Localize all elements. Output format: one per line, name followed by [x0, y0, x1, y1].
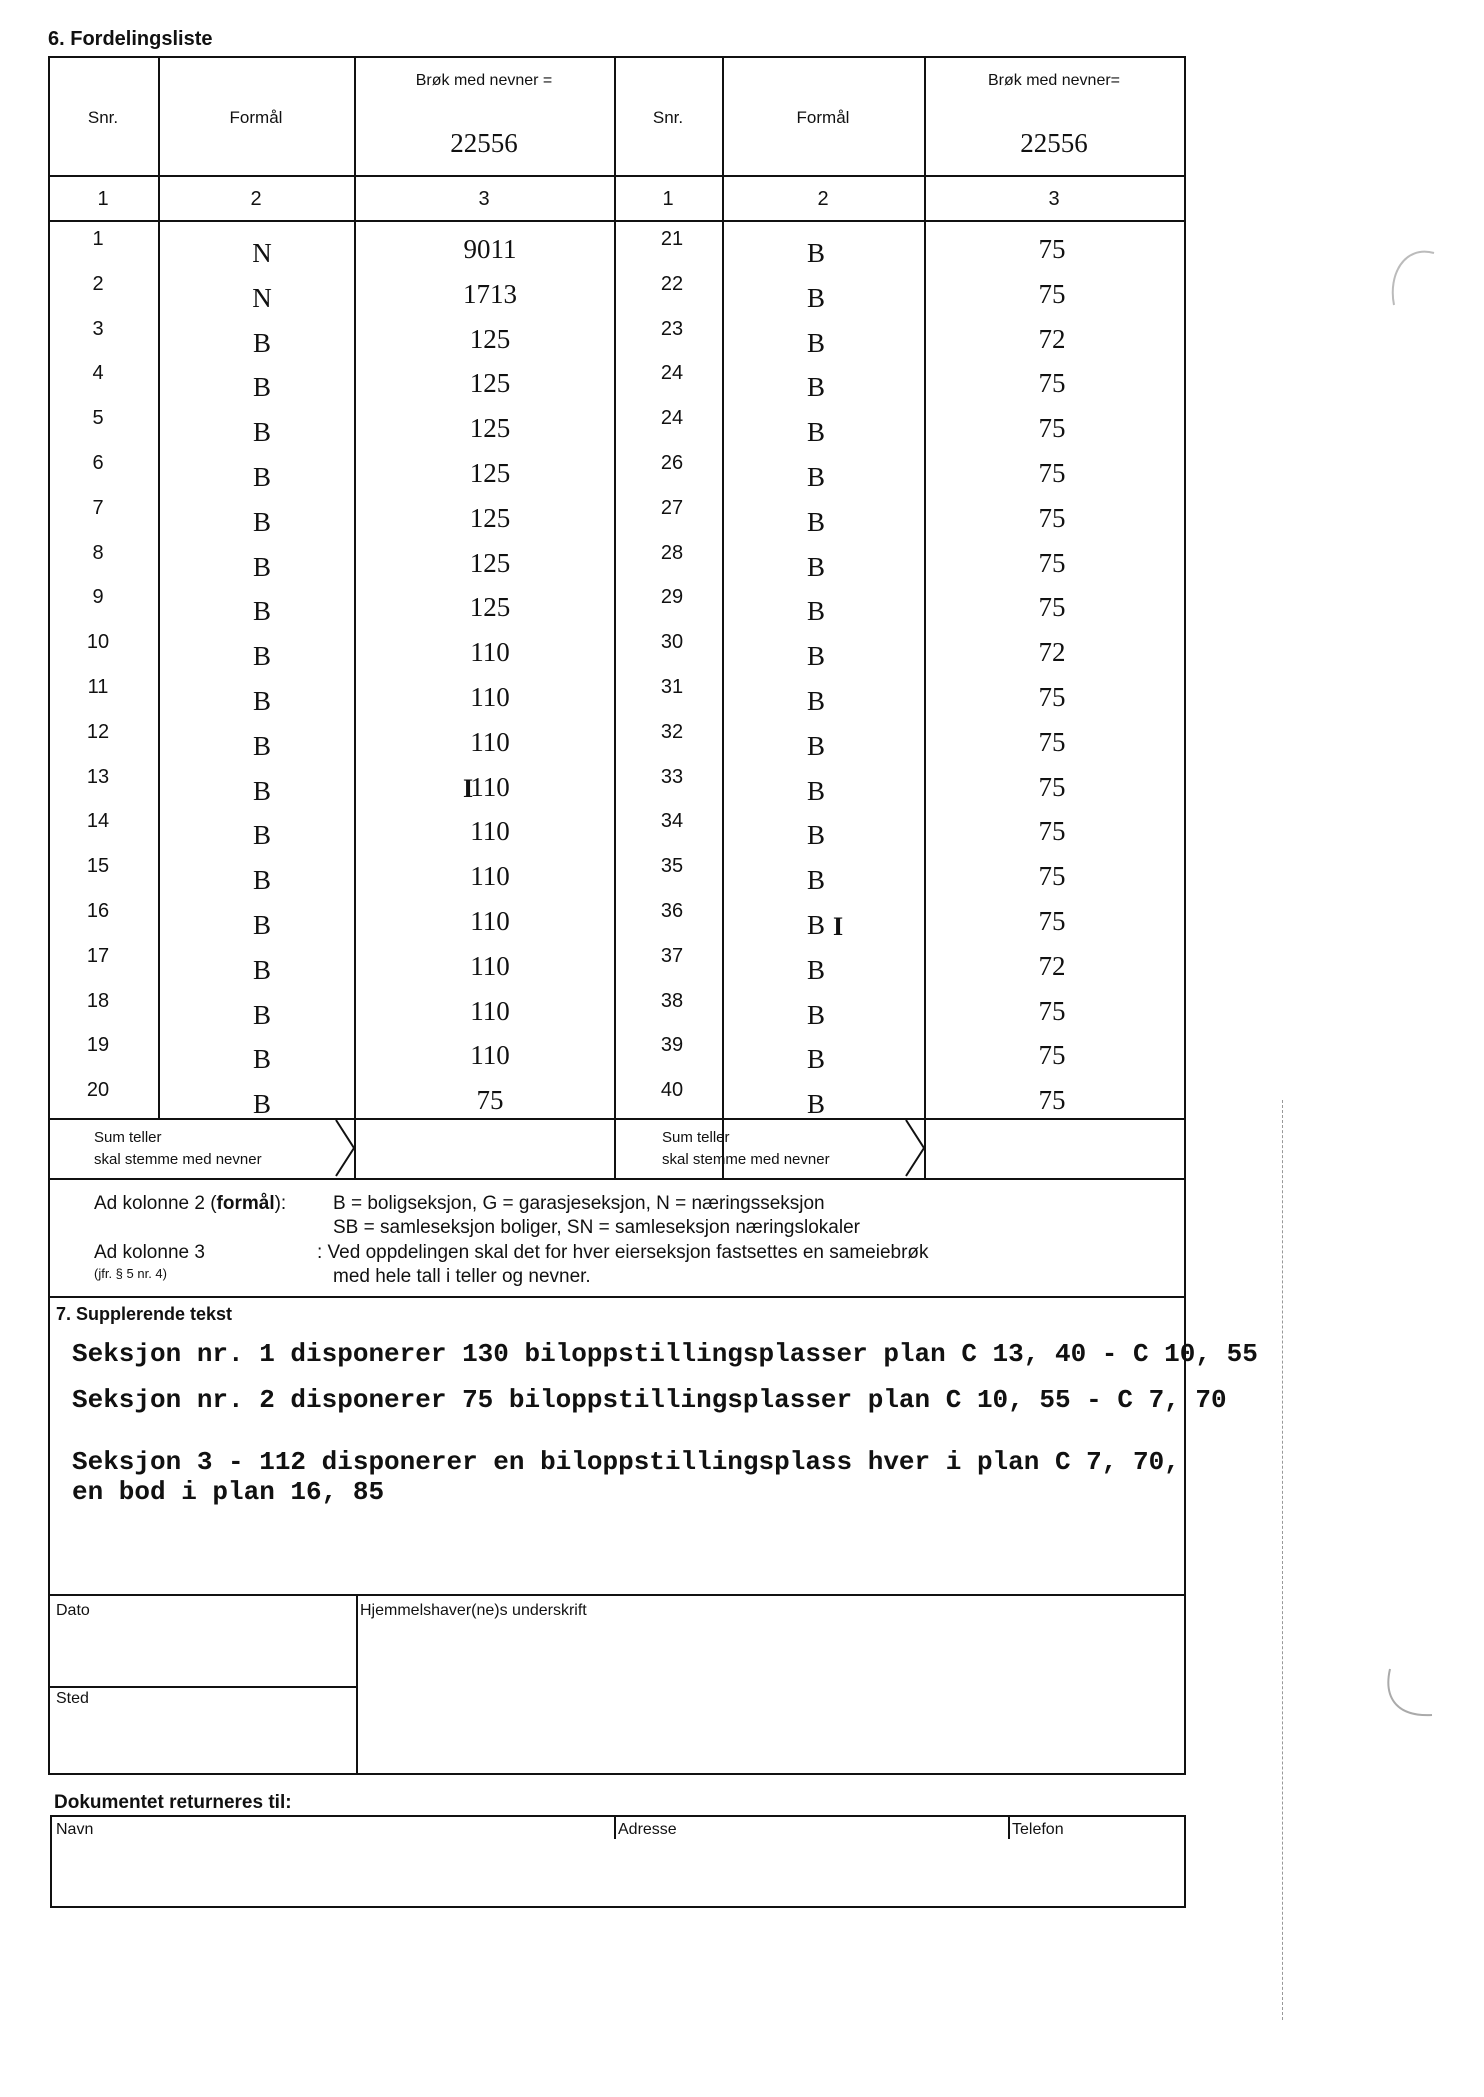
row-snr: 15 — [86, 855, 110, 878]
supplementary-line: Seksjon nr. 1 disponerer 130 biloppstillingsplasser plan C 13, 40 - C 10, 55 — [72, 1339, 1258, 1369]
row-formal: B — [806, 954, 825, 985]
legend-k3-label: Ad kolonne 3 — [94, 1242, 205, 1263]
return-title: Dokumentet returneres til: — [54, 1792, 292, 1813]
row-formal: B — [252, 820, 271, 851]
row-formal: B — [806, 1089, 825, 1120]
row-snr: 9 — [92, 586, 104, 609]
row-formal: B — [252, 1044, 271, 1075]
colnum-1-left: 1 — [97, 188, 109, 210]
row-snr: 1 — [92, 228, 104, 250]
row-value: 75 — [1038, 592, 1066, 623]
legend-k2-line2: SB = samleseksjon boliger, SN = samleseksjon næringslokaler — [333, 1217, 860, 1238]
colnum-3-right: 3 — [1048, 188, 1060, 210]
denominator-right: 22556 — [1020, 128, 1088, 158]
row-value: 75 — [1038, 906, 1066, 936]
row-formal: B — [806, 372, 825, 403]
row-snr: 40 — [660, 1079, 684, 1102]
row-value: 75 — [476, 1085, 504, 1116]
row-snr: 12 — [86, 720, 110, 743]
row-formal: B — [252, 327, 271, 358]
row-snr: 23 — [660, 317, 684, 340]
row-snr: 33 — [660, 765, 684, 788]
row-formal: B — [252, 1089, 271, 1120]
row-formal: B — [806, 506, 825, 537]
row-snr: 11 — [87, 676, 109, 698]
header-brok-left: Brøk med nevner = — [415, 72, 553, 89]
signature-field[interactable] — [360, 1625, 1180, 1770]
row-value: 75 — [1038, 861, 1066, 892]
row-value: 110 — [470, 682, 510, 712]
row-formal: B — [252, 551, 271, 582]
row-snr: 18 — [86, 989, 110, 1012]
adresse-label: Adresse — [618, 1821, 677, 1838]
row-snr: 2 — [92, 272, 104, 295]
row-value: 75 — [1038, 1040, 1066, 1071]
row-value: 75 — [1038, 413, 1066, 444]
legend-k3-line1: : Ved oppdelingen skal det for hver eierseksjon fastsettes en sameiebrøk — [317, 1242, 929, 1263]
row-value: 72 — [1038, 950, 1066, 981]
row-value: 110 — [470, 637, 510, 668]
row-formal: B — [806, 238, 825, 268]
row-snr: 21 — [660, 228, 684, 250]
row-value: 110 — [470, 950, 510, 981]
row-snr: 31 — [660, 676, 684, 698]
row-value: 110 — [470, 726, 510, 757]
row-formal: B — [806, 551, 825, 582]
row-value: 125 — [469, 413, 511, 444]
denominator-left: 22556 — [450, 128, 518, 158]
legend-k2-label: Ad kolonne 2 (formål): — [94, 1193, 287, 1214]
row-formal: B — [806, 282, 825, 313]
supplementary-line: en bod i plan 16, 85 — [72, 1477, 385, 1507]
row-value: 75 — [1038, 458, 1066, 488]
row-formal: B — [252, 417, 271, 448]
row-value: 1713 — [463, 278, 517, 309]
row-snr: 38 — [660, 989, 684, 1012]
row-snr: 28 — [660, 541, 684, 564]
colnum-2-right: 2 — [817, 188, 829, 210]
row-snr: 22 — [660, 272, 684, 295]
navn-label: Navn — [56, 1821, 94, 1838]
row-snr: 30 — [660, 631, 684, 654]
row-value: 72 — [1038, 637, 1066, 668]
row-value: 125 — [469, 368, 511, 399]
telefon-field[interactable] — [1012, 1842, 1180, 1902]
row-formal: B — [806, 1044, 825, 1075]
row-value: 9011 — [463, 234, 517, 264]
section-7-title: 7. Supplerende tekst — [56, 1304, 233, 1324]
row-snr: 4 — [92, 362, 104, 385]
row-value: 72 — [1038, 323, 1066, 354]
row-snr: 36 — [660, 900, 684, 922]
typed-overstrike-mark: I — [463, 774, 474, 803]
typed-overstrike-mark: I — [833, 912, 844, 941]
row-formal: B — [806, 730, 825, 761]
header-snr-right: Snr. — [652, 108, 684, 127]
row-formal: B — [806, 686, 825, 716]
row-value: 125 — [469, 502, 511, 533]
row-snr: 29 — [660, 586, 684, 609]
row-value: 125 — [469, 547, 511, 578]
row-formal: B — [806, 820, 825, 851]
header-brok-right: Brøk med nevner= — [987, 72, 1121, 89]
row-formal: B — [806, 462, 825, 492]
row-value: 110 — [470, 816, 510, 847]
row-value: 110 — [470, 995, 510, 1026]
row-value: 75 — [1038, 1085, 1066, 1116]
row-formal: B — [806, 327, 825, 358]
row-formal: B — [252, 775, 271, 806]
row-snr: 35 — [660, 855, 684, 878]
row-formal: B — [806, 775, 825, 806]
row-snr: 5 — [92, 407, 104, 430]
row-formal: B — [252, 730, 271, 761]
row-value: 75 — [1038, 368, 1066, 399]
row-value: 110 — [470, 906, 510, 936]
section-6-title: 6. Fordelingsliste — [48, 28, 213, 50]
row-value: 75 — [1038, 502, 1066, 533]
adresse-field[interactable] — [618, 1842, 1004, 1902]
row-snr: 27 — [660, 496, 684, 519]
row-snr: 17 — [86, 944, 110, 967]
row-formal: B — [252, 641, 271, 672]
legend-k3-line2: med hele tall i teller og nevner. — [333, 1266, 591, 1287]
row-formal: B — [806, 417, 825, 448]
row-formal: B — [252, 462, 271, 492]
row-snr: 32 — [660, 720, 684, 743]
dato-label: Dato — [56, 1602, 90, 1619]
row-formal: B — [252, 910, 271, 940]
row-value: 110 — [470, 1040, 510, 1071]
header-snr-left: Snr. — [87, 108, 119, 127]
telefon-label: Telefon — [1012, 1821, 1064, 1838]
row-value: 75 — [1038, 995, 1066, 1026]
row-snr: 7 — [92, 496, 104, 519]
row-snr: 16 — [86, 900, 110, 922]
row-snr: 39 — [660, 1034, 684, 1057]
row-snr: 3 — [92, 317, 104, 340]
header-formal-left: Formål — [229, 108, 283, 127]
navn-field[interactable] — [54, 1842, 610, 1902]
row-value: 75 — [1038, 682, 1066, 712]
row-formal: B — [252, 506, 271, 537]
row-value: 75 — [1038, 816, 1066, 847]
row-snr: 24 — [660, 362, 684, 385]
row-snr: 20 — [86, 1079, 110, 1102]
sted-label: Sted — [56, 1690, 89, 1707]
row-value: 75 — [1038, 234, 1066, 264]
row-snr: 19 — [86, 1034, 110, 1057]
row-value: 125 — [469, 323, 511, 354]
row-snr: 26 — [660, 452, 684, 474]
legend-k2-line1: B = boligseksjon, G = garasjeseksjon, N = næringsseksjon — [333, 1193, 825, 1214]
row-formal: N — [252, 282, 272, 313]
row-formal: B — [252, 372, 271, 403]
dato-field[interactable] — [50, 1625, 352, 1683]
row-value: 125 — [469, 458, 511, 488]
scan-hole-mark — [1380, 1665, 1440, 1725]
row-snr: 14 — [86, 810, 110, 833]
row-formal: B — [252, 596, 271, 627]
chevron-right-icon — [904, 1118, 928, 1178]
sted-field[interactable] — [50, 1712, 352, 1770]
row-formal: B — [252, 999, 271, 1030]
sum-text-left: Sum teller skal stemme med nevner — [94, 1129, 262, 1168]
chevron-right-icon — [334, 1118, 358, 1178]
colnum-1-right: 1 — [662, 188, 674, 210]
row-snr: 37 — [660, 944, 684, 967]
row-snr: 24 — [660, 407, 684, 430]
legend-k3-ref: (jfr. § 5 nr. 4) — [94, 1266, 167, 1281]
colnum-2-left: 2 — [250, 188, 262, 210]
header-formal-right: Formål — [796, 108, 850, 127]
scan-hole-mark — [1384, 245, 1444, 315]
row-formal: B — [252, 686, 271, 716]
supplementary-line: Seksjon 3 - 112 disponerer en biloppstillingsplass hver i plan C 7, 70, — [72, 1447, 1180, 1477]
row-formal: B — [806, 865, 825, 896]
row-snr: 10 — [86, 631, 110, 654]
row-snr: 6 — [92, 452, 104, 474]
row-formal: B — [806, 641, 825, 672]
supplementary-line: Seksjon nr. 2 disponerer 75 biloppstillingsplasser plan C 10, 55 - C 7, 70 — [72, 1385, 1227, 1415]
row-formal: N — [252, 238, 272, 268]
row-snr: 34 — [660, 810, 684, 833]
row-value: 75 — [1038, 547, 1066, 578]
hjemmel-label: Hjemmelshaver(ne)s underskrift — [360, 1602, 587, 1619]
scan-edge-line — [1282, 1100, 1283, 2020]
colnum-3-left: 3 — [478, 188, 490, 210]
row-value: 110 — [470, 861, 510, 892]
row-snr: 8 — [92, 541, 104, 564]
row-value: 110 — [470, 771, 510, 802]
sum-text-right: Sum teller skal stemme med nevner — [662, 1129, 830, 1168]
row-value: 75 — [1038, 771, 1066, 802]
row-formal: B — [806, 999, 825, 1030]
row-value: 75 — [1038, 278, 1066, 309]
row-value: 75 — [1038, 726, 1066, 757]
row-formal: B — [806, 910, 825, 940]
row-snr: 13 — [86, 765, 110, 788]
row-formal: B — [806, 596, 825, 627]
row-formal: B — [252, 865, 271, 896]
row-value: 125 — [469, 592, 511, 623]
row-formal: B — [252, 954, 271, 985]
